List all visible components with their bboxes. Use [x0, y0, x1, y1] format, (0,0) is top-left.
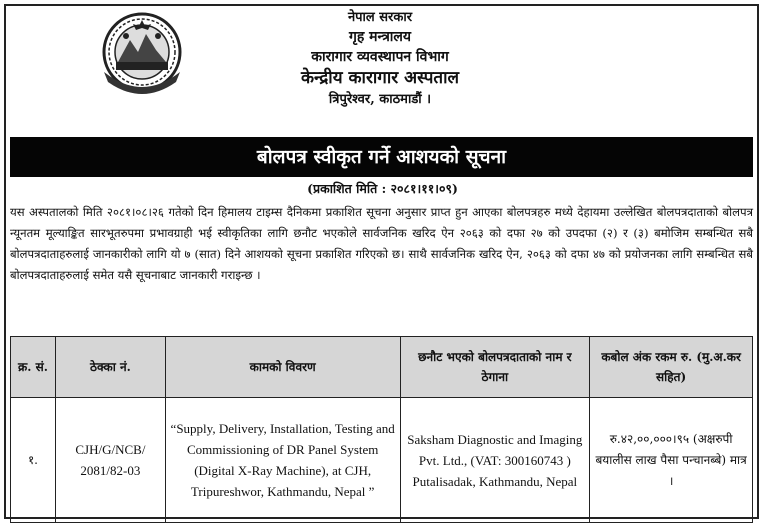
- office-name: केन्द्रीय कारागार अस्पताल: [300, 68, 460, 88]
- header-amount: कबोल अंक रकम रु. (मु.अ.कर सहित): [590, 337, 753, 398]
- notice-paragraph: यस अस्पतालको मिति २०८१।०८।२६ गतेको दिन हिमालय टाइम्स दैनिकमा प्रकाशित सूचना अनुसार प्राप्त हुन आएका बोलपत्रहरु मध्ये देहायमा उल्लेखित बोलपत्रदाताको बोलपत्र न्यूनतम मूल्याङ्कित सारभूतरुपमा प्रभावग्राही भई स्वीकृतिका लागि छनौट भएकोले सार्वजनिक खरिद ऐन २०६३ को दफा २७ को उपदफा (२) र (३) बमोजिम सम्बन्धित सबै बोलपत्रदाताहरुलाई जानकारीको लागि यो ७ (सात) दिने आशयको सूचना प्रकाशित गरिएको छ। साथै सार्वजनिक खरिद ऐन, २०६३ को दफा ४७ को प्रयोजनका लागि सम्बन्धित सबै बोलपत्रदाताहरुलाई समेत यसै सूचनाबाट जानकारी गराइन्छ ।: [10, 205, 753, 282]
- office-header: [230, 8, 530, 110]
- bid-table: [10, 336, 753, 523]
- cell-description: “Supply, Delivery, Installation, Testing and Commissioning of DR Panel System (Digital X-Ray Machine), at CJH, Tripureshwor, Kathmandu, Nepal ”: [165, 398, 400, 523]
- cell-contract: CJH/G/NCB/ 2081/82-03: [55, 398, 165, 523]
- notice-title: बोलपत्र स्वीकृत गर्ने आशयको सूचना: [10, 137, 753, 177]
- header-bidder: छनौट भएको बोलपत्रदाताको नाम र ठेगाना: [400, 337, 590, 398]
- cell-amount: रु.४२,००,०००।९५ (अक्षरुपी बयालीस लाख पैसा पन्चानब्बे) मात्र ।: [590, 398, 753, 523]
- published-date: (प्रकाशित मिति : २०८१।११।०९): [307, 181, 458, 196]
- header-sn: क्र. सं.: [11, 337, 56, 398]
- office-address: त्रिपुरेश्वर, काठमाडौं ।: [328, 92, 432, 107]
- cell-bidder: Saksham Diagnostic and Imaging Pvt. Ltd., (VAT: 300160743 ) Putalisadak, Kathmandu, Nepal: [400, 398, 590, 523]
- nepal-emblem-icon: [96, 10, 188, 96]
- cell-sn: १.: [11, 398, 56, 523]
- government-name: नेपाल सरकार: [347, 10, 413, 25]
- header-contract: ठेक्का नं.: [55, 337, 165, 398]
- header-description: कामको विवरण: [165, 337, 400, 398]
- table-header-row: [11, 337, 753, 398]
- table-row: [11, 398, 753, 523]
- ministry-name: गृह मन्त्रालय: [348, 29, 412, 45]
- department-name: कारागार व्यवस्थापन विभाग: [311, 49, 449, 65]
